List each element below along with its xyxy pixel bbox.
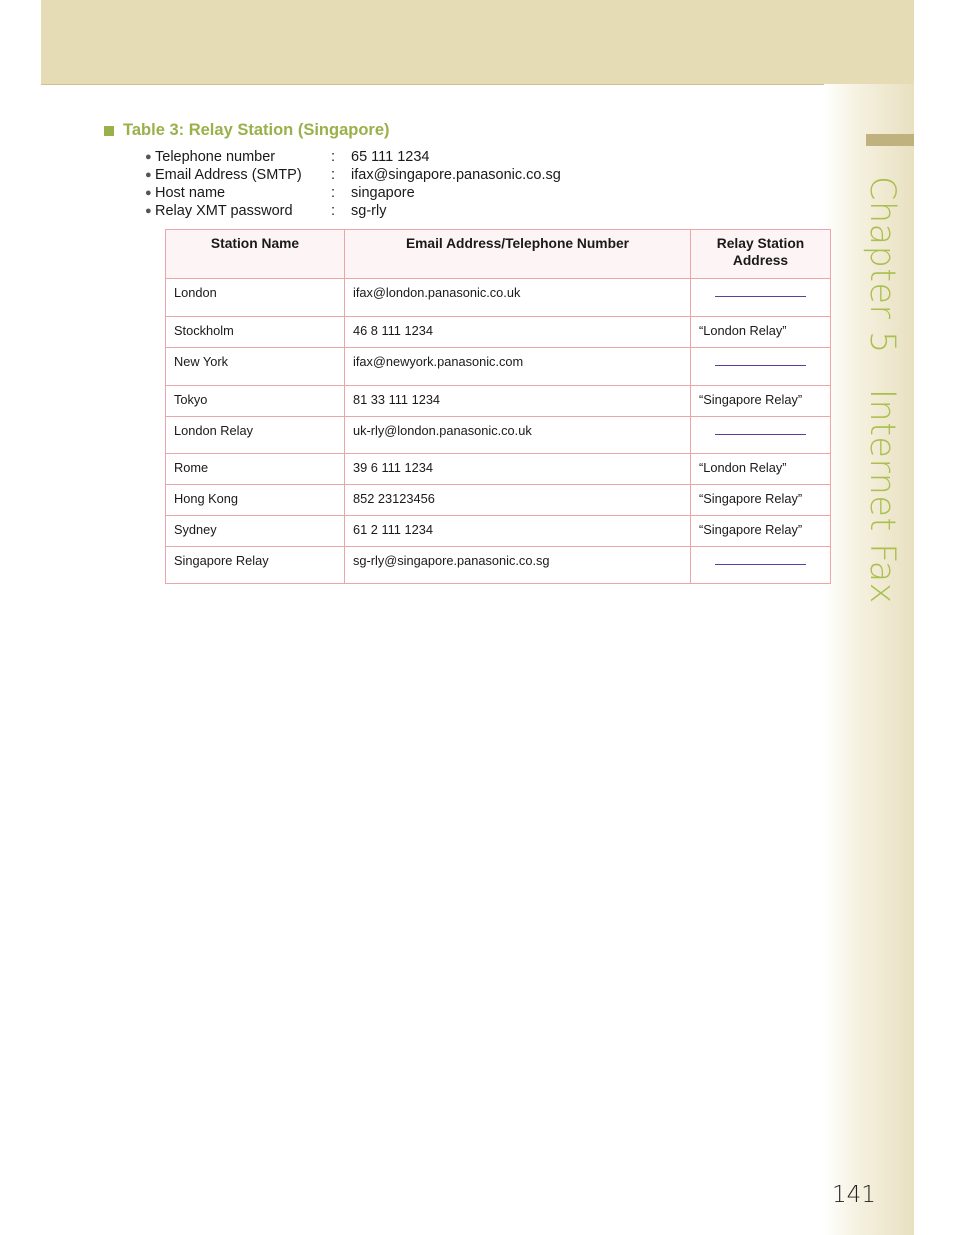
header-relay-station: Relay Station Address <box>691 230 831 279</box>
cell-station: Rome <box>166 454 345 485</box>
page-number: 141 <box>832 1182 876 1208</box>
section-title-text: Table 3: Relay Station (Singapore) <box>123 121 390 139</box>
table-row <box>166 547 831 584</box>
cell-address: 46 8 111 1234 <box>345 317 691 348</box>
table-row <box>166 485 831 516</box>
bullet-icon: ● <box>145 205 152 217</box>
bullet-icon: ● <box>145 151 152 163</box>
table-row <box>166 348 831 386</box>
cell-station: Tokyo <box>166 386 345 417</box>
cell-relay: “London Relay” <box>691 454 831 485</box>
info-value: ifax@singapore.panasonic.co.sg <box>351 167 561 183</box>
info-item <box>145 202 561 220</box>
cell-relay <box>691 417 831 454</box>
cell-relay: “Singapore Relay” <box>691 485 831 516</box>
cell-relay <box>691 348 831 386</box>
cell-station: Singapore Relay <box>166 547 345 584</box>
info-separator: : <box>331 149 336 165</box>
cell-station: New York <box>166 348 345 386</box>
table-row <box>166 516 831 547</box>
section-title <box>104 121 390 140</box>
header-band <box>41 0 914 85</box>
cell-address: sg-rly@singapore.panasonic.co.sg <box>345 547 691 584</box>
cell-relay <box>691 279 831 317</box>
relay-info-list <box>145 148 561 220</box>
table-row <box>166 417 831 454</box>
table-row <box>166 454 831 485</box>
cell-address: uk-rly@london.panasonic.co.uk <box>345 417 691 454</box>
cell-relay: “London Relay” <box>691 317 831 348</box>
info-value: 65 111 1234 <box>351 149 430 165</box>
relay-station-table <box>165 229 831 584</box>
info-key: Host name <box>155 185 226 201</box>
cell-address: ifax@london.panasonic.co.uk <box>345 279 691 317</box>
square-bullet-icon <box>104 126 114 136</box>
info-key: Telephone number <box>155 149 276 165</box>
chapter-label: Chapter 5 Internet Fax <box>862 176 902 604</box>
info-item <box>145 184 561 202</box>
cell-station: Stockholm <box>166 317 345 348</box>
cell-address: 81 33 111 1234 <box>345 386 691 417</box>
bullet-icon: ● <box>145 187 152 199</box>
table-row <box>166 317 831 348</box>
relay-placeholder-line <box>715 365 806 366</box>
info-separator: : <box>331 185 336 201</box>
cell-address: 61 2 111 1234 <box>345 516 691 547</box>
info-key: Relay XMT password <box>155 203 293 219</box>
bullet-icon: ● <box>145 169 152 181</box>
cell-address: ifax@newyork.panasonic.com <box>345 348 691 386</box>
info-value: sg-rly <box>351 203 387 219</box>
cell-relay: “Singapore Relay” <box>691 516 831 547</box>
cell-relay: “Singapore Relay” <box>691 386 831 417</box>
relay-placeholder-line <box>715 296 806 297</box>
relay-placeholder-line <box>715 434 806 435</box>
table-row <box>166 386 831 417</box>
info-key: Email Address (SMTP) <box>155 167 302 183</box>
info-item <box>145 166 561 184</box>
table-header-row <box>166 230 831 279</box>
info-separator: : <box>331 167 336 183</box>
cell-address: 852 23123456 <box>345 485 691 516</box>
chapter-marker-bar <box>866 134 914 146</box>
header-address: Email Address/Telephone Number <box>345 230 691 279</box>
cell-station: London <box>166 279 345 317</box>
cell-station: Hong Kong <box>166 485 345 516</box>
cell-station: London Relay <box>166 417 345 454</box>
cell-address: 39 6 111 1234 <box>345 454 691 485</box>
table-row <box>166 279 831 317</box>
relay-placeholder-line <box>715 564 806 565</box>
info-item <box>145 148 561 166</box>
cell-relay <box>691 547 831 584</box>
cell-station: Sydney <box>166 516 345 547</box>
info-separator: : <box>331 203 336 219</box>
info-value: singapore <box>351 185 415 201</box>
header-station-name: Station Name <box>166 230 345 279</box>
